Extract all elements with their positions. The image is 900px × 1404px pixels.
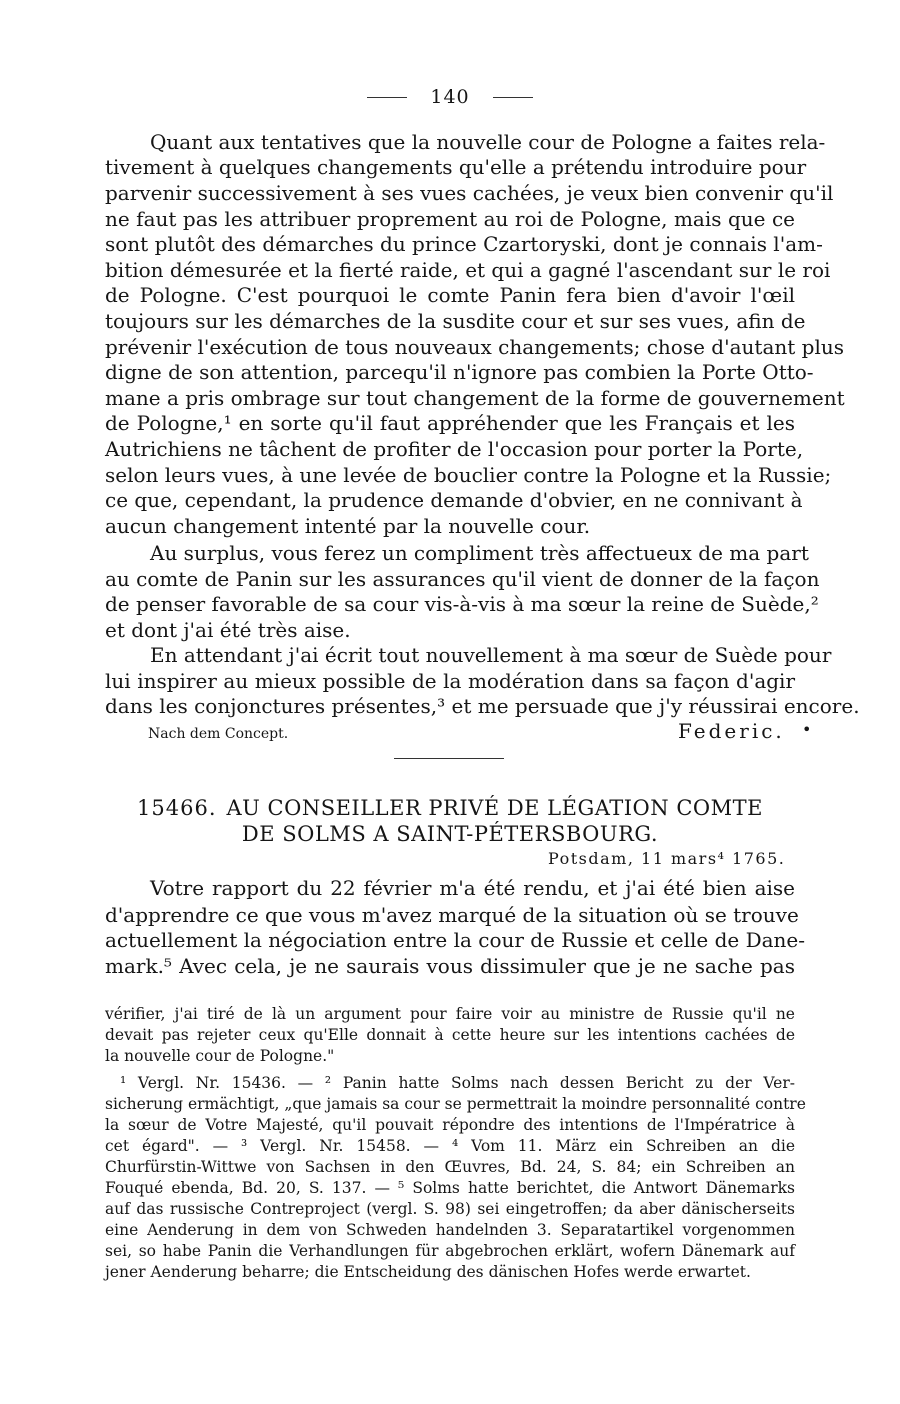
body-line: En attendant j'ai écrit tout nouvellement à ma sœur de Suède pour: [150, 643, 832, 667]
footnote-line: vérifier, j'ai tiré de là un argument pour faire voir au ministre de Russie qu'il ne: [105, 1005, 795, 1023]
body-line: prévenir l'exécution de tous nouveaux changements; chose d'autant plus: [105, 335, 844, 359]
body-line: dans les conjonctures présentes,³ et me persuade que j'y réussirai encore.: [105, 694, 860, 718]
body-line: mane a pris ombrage sur tout changement de la forme de gouvernement: [105, 386, 845, 410]
margin-mark: •: [802, 720, 812, 739]
footnote-line: auf das russische Contreproject (vergl. S. 98) sei eingetroffen; da aber dänischerseits: [105, 1200, 795, 1218]
footnote-line: ¹ Vergl. Nr. 15436. — ² Panin hatte Solms nach dessen Bericht zu der Ver-: [120, 1074, 795, 1092]
signature: Federic.: [678, 719, 785, 743]
body-line: sont plutôt des démarches du prince Czartoryski, dont je connais l'am-: [105, 232, 823, 256]
page-number: 140: [430, 86, 470, 108]
footnote-line: devait pas rejeter ceux qu'Elle donnait à cette heure sur les intentions cachées de: [105, 1026, 795, 1044]
document-number: 15466.: [137, 796, 217, 820]
header-rule-right: [493, 97, 533, 98]
body-line: d'apprendre ce que vous m'avez marqué de la situation où se trouve: [105, 903, 799, 927]
footnote-line: jener Aenderung beharre; die Entscheidung des dänischen Hofes werde erwartet.: [105, 1263, 751, 1281]
body-line: et dont j'ai été très aise.: [105, 618, 351, 642]
body-line: digne de son attention, parcequ'il n'ignore pas combien la Porte Otto-: [105, 360, 814, 384]
letter-heading-line-1: [0, 796, 900, 820]
heading-title-line-1: AU CONSEILLER PRIVÉ DE LÉGATION COMTE: [226, 796, 763, 820]
body-line: au comte de Panin sur les assurances qu'il vient de donner de la façon: [105, 567, 820, 591]
body-line: selon leurs vues, à une levée de bouclier contre la Pologne et la Russie;: [105, 463, 832, 487]
body-line: de penser favorable de sa cour vis-à-vis à ma sœur la reine de Suède,²: [105, 592, 819, 616]
body-line: tivement à quelques changements qu'elle a prétendu introduire pour: [105, 155, 807, 179]
body-line: Au surplus, vous ferez un compliment très affectueux de ma part: [150, 541, 809, 565]
footnote-line: la nouvelle cour de Pologne.": [105, 1047, 335, 1065]
source-note: Nach dem Concept.: [148, 726, 289, 742]
dateline: Potsdam, 11 mars⁴ 1765.: [548, 849, 786, 868]
body-line: bition démesurée et la fierté raide, et qui a gagné l'ascendant sur le roi: [105, 258, 831, 282]
footnote-line: cet égard". — ³ Vergl. Nr. 15458. — ⁴ Vom 11. März ein Schreiben an die: [105, 1137, 795, 1155]
body-line: parvenir successivement à ses vues cachées, je veux bien convenir qu'il: [105, 181, 834, 205]
footnote-line: eine Aenderung in dem von Schweden handelnden 3. Separatartikel vorgenommen: [105, 1221, 795, 1239]
footnote-line: Churfürstin-Wittwe von Sachsen in den Œuvres, Bd. 24, S. 84; ein Schreiben an: [105, 1158, 795, 1176]
body-line: Autrichiens ne tâchent de profiter de l'occasion pour porter la Porte,: [105, 437, 804, 461]
footnote-line: la sœur de Votre Majesté, qu'il pouvait répondre des intentions de l'Impératrice à: [105, 1116, 795, 1134]
body-line: de Pologne. C'est pourquoi le comte Panin fera bien d'avoir l'œil: [105, 283, 795, 307]
body-line: lui inspirer au mieux possible de la modération dans sa façon d'agir: [105, 669, 795, 693]
header-rule-left: [367, 97, 407, 98]
footnote-line: sei, so habe Panin die Verhandlungen für abgebrochen erklärt, wofern Dänemark auf: [105, 1242, 795, 1260]
body-line: Quant aux tentatives que la nouvelle cour de Pologne a faites rela-: [150, 130, 826, 154]
body-line: toujours sur les démarches de la susdite cour et sur ses vues, afin de: [105, 309, 806, 333]
heading-title-line-2: DE SOLMS A SAINT-PÉTERSBOURG.: [241, 822, 659, 846]
section-separator: [394, 758, 504, 759]
body-line: de Pologne,¹ en sorte qu'il faut appréhender que les Français et les: [105, 411, 795, 435]
footnote-line: sicherung ermächtigt, „que jamais sa cour se permettrait la moindre personnalité contre: [105, 1095, 806, 1113]
page-header: [0, 86, 900, 108]
body-line: actuellement la négociation entre la cour de Russie et celle de Dane-: [105, 928, 806, 952]
body-line: mark.⁵ Avec cela, je ne saurais vous dissimuler que je ne sache pas: [105, 954, 795, 978]
body-line: aucun changement intenté par la nouvelle cour.: [105, 514, 591, 538]
body-line: Votre rapport du 22 février m'a été rendu, et j'ai été bien aise: [150, 876, 795, 900]
body-line: ne faut pas les attribuer proprement au roi de Pologne, mais que ce: [105, 207, 795, 231]
body-line: ce que, cependant, la prudence demande d'obvier, en ne connivant à: [105, 488, 803, 512]
footnote-line: Fouqué ebenda, Bd. 20, S. 137. — ⁵ Solms hatte berichtet, die Antwort Dänemarks: [105, 1179, 795, 1197]
